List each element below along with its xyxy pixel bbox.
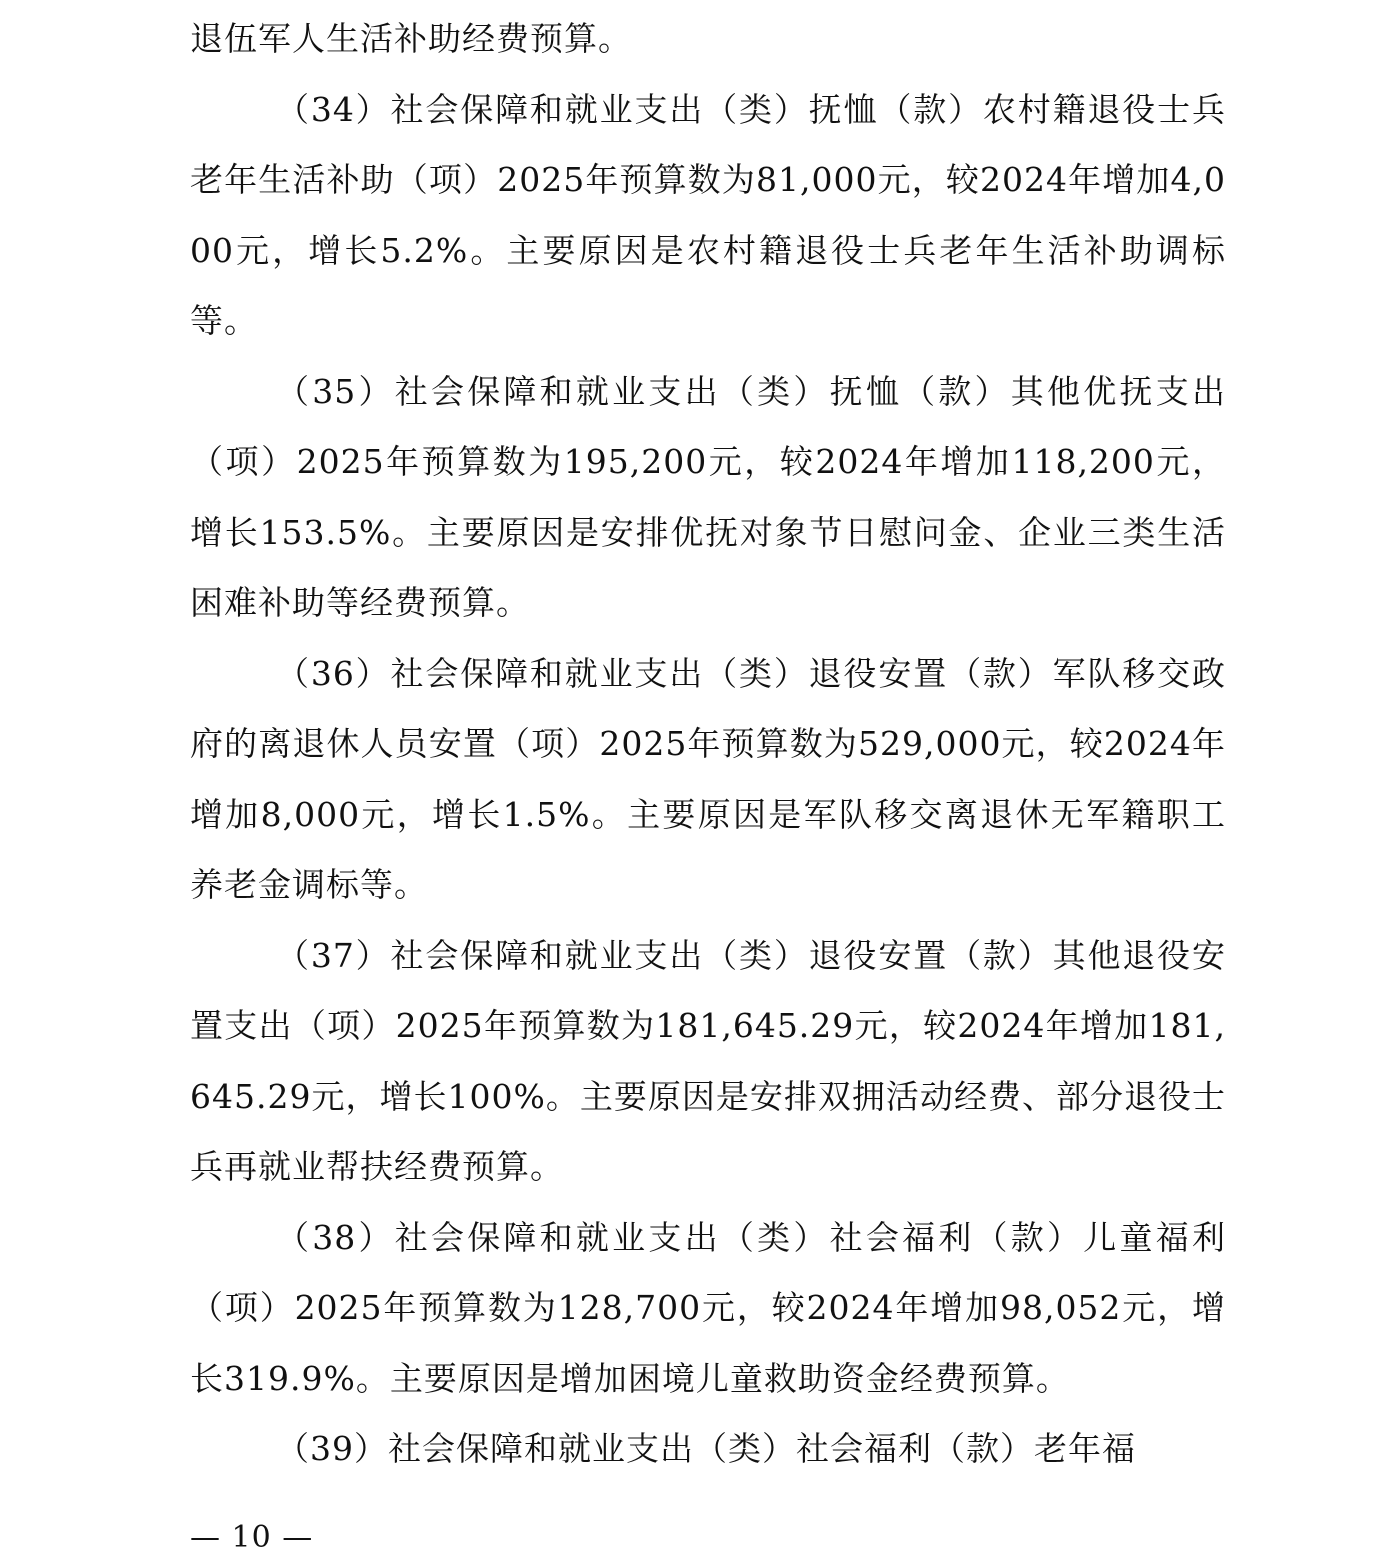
- body-text: [190, 4, 1226, 1485]
- paragraph-item-39: （39）社会保障和就业支出（类）社会福利（款）老年福: [276, 1429, 1136, 1468]
- paragraph-item-35: （35）社会保障和就业支出（类）抚恤（款）其他优抚支出（项）2025年预算数为195,200元，较2024年增加118,200元，增长153.5%。主要原因是安排优抚对象节日慰问金、企业三类生活困难补助等经费预算。: [190, 371, 1226, 622]
- paragraph-item-37: （37）社会保障和就业支出（类）退役安置（款）其他退役安置支出（项）2025年预算数为181,645.29元，较2024年增加181,645.29元，增长100%。主要原因是安排双拥活动经费、部分退役士兵再就业帮扶经费预算。: [190, 935, 1226, 1186]
- paragraph-item-34: （34）社会保障和就业支出（类）抚恤（款）农村籍退役士兵老年生活补助（项）2025年预算数为81,000元，较2024年增加4,000元，增长5.2%。主要原因是农村籍退役士兵老年生活补助调标等。: [190, 89, 1226, 340]
- paragraph-item-38: （38）社会保障和就业支出（类）社会福利（款）儿童福利（项）2025年预算数为128,700元，较2024年增加98,052元，增长319.9%。主要原因是增加困境儿童救助资金经费预算。: [190, 1217, 1226, 1398]
- paragraph-item-36: （36）社会保障和就业支出（类）退役安置（款）军队移交政府的离退休人员安置（项）2025年预算数为529,000元，较2024年增加8,000元，增长1.5%。主要原因是军队移交离退休无军籍职工养老金调标等。: [190, 653, 1226, 904]
- paragraph-continuation: 退伍军人生活补助经费预算。: [190, 19, 632, 58]
- page-number: — 10 —: [190, 1520, 314, 1555]
